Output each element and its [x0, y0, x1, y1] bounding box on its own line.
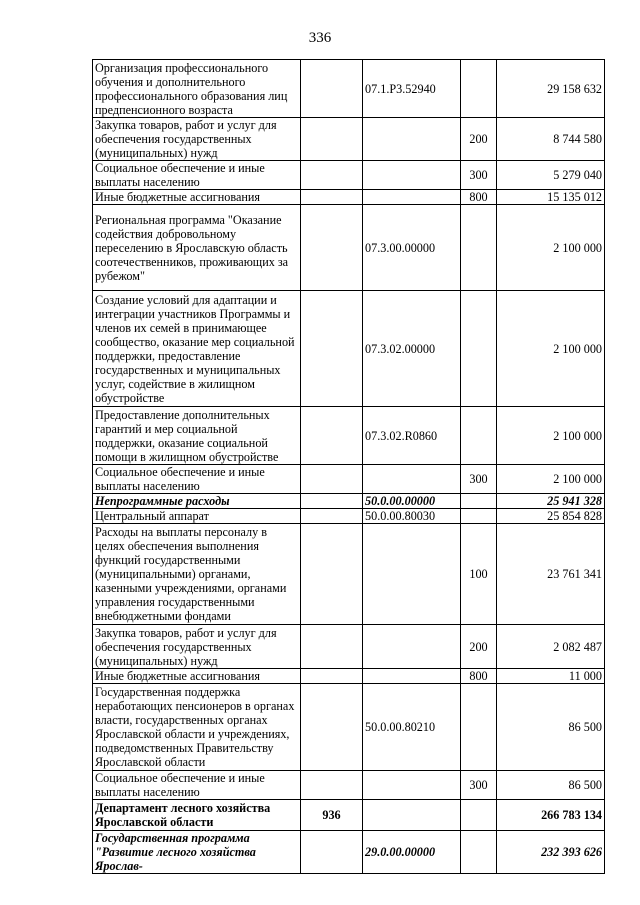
department-code-cell — [301, 291, 363, 407]
amount-cell: 2 100 000 — [497, 465, 605, 494]
target-article-code-cell: 07.1.P3.52940 — [363, 60, 461, 118]
amount-cell: 15 135 012 — [497, 190, 605, 205]
expense-name-cell: Социальное обеспечение и иные выплаты населению — [93, 465, 301, 494]
table-row — [93, 465, 605, 494]
expense-type-cell: 100 — [461, 524, 497, 625]
target-article-code-cell: 50.0.00.00000 — [363, 494, 461, 509]
target-article-code-cell — [363, 771, 461, 800]
amount-cell: 232 393 626 — [497, 831, 605, 874]
target-article-code-cell — [363, 524, 461, 625]
amount-cell: 11 000 — [497, 669, 605, 684]
expense-type-cell: 300 — [461, 771, 497, 800]
table-row — [93, 669, 605, 684]
table-row — [93, 205, 605, 291]
target-article-code-cell — [363, 118, 461, 161]
expense-type-cell: 300 — [461, 465, 497, 494]
amount-cell: 23 761 341 — [497, 524, 605, 625]
expense-type-cell: 200 — [461, 118, 497, 161]
department-code-cell — [301, 407, 363, 465]
table-row — [93, 625, 605, 669]
department-code-cell — [301, 684, 363, 771]
department-code-cell — [301, 161, 363, 190]
department-code-cell — [301, 60, 363, 118]
department-code-cell — [301, 625, 363, 669]
target-article-code-cell: 07.3.02.00000 — [363, 291, 461, 407]
department-code-cell — [301, 118, 363, 161]
table-row — [93, 161, 605, 190]
table-row — [93, 684, 605, 771]
expense-type-cell — [461, 509, 497, 524]
table-row — [93, 407, 605, 465]
department-code-cell — [301, 669, 363, 684]
department-code-cell — [301, 190, 363, 205]
target-article-code-cell — [363, 161, 461, 190]
expense-name-cell: Закупка товаров, работ и услуг для обеспечения государственных (муниципальных) нужд — [93, 625, 301, 669]
table-row — [93, 771, 605, 800]
department-code-cell — [301, 509, 363, 524]
expense-name-cell: Расходы на выплаты персоналу в целях обеспечения выполнения функций государственными (муниципальными) органами, казенными учреждениями, органами управления государственными внебюджетными фондами — [93, 524, 301, 625]
expense-name-cell: Социальное обеспечение и иные выплаты населению — [93, 161, 301, 190]
expense-name-cell: Закупка товаров, работ и услуг для обеспечения государственных (муниципальных) нужд — [93, 118, 301, 161]
target-article-code-cell: 29.0.00.00000 — [363, 831, 461, 874]
amount-cell: 2 082 487 — [497, 625, 605, 669]
expense-name-cell: Организация профессионального обучения и дополнительного профессионального образования лиц предпенсионного возраста — [93, 60, 301, 118]
expense-type-cell: 300 — [461, 161, 497, 190]
amount-cell: 29 158 632 — [497, 60, 605, 118]
expense-type-cell — [461, 60, 497, 118]
expense-name-cell: Иные бюджетные ассигнования — [93, 669, 301, 684]
target-article-code-cell — [363, 669, 461, 684]
expense-name-cell: Департамент лесного хозяйства Ярославской области — [93, 800, 301, 831]
target-article-code-cell — [363, 190, 461, 205]
amount-cell: 2 100 000 — [497, 291, 605, 407]
table-row — [93, 118, 605, 161]
amount-cell: 5 279 040 — [497, 161, 605, 190]
department-code-cell: 936 — [301, 800, 363, 831]
target-article-code-cell: 07.3.00.00000 — [363, 205, 461, 291]
expense-name-cell: Непрограммные расходы — [93, 494, 301, 509]
department-code-cell — [301, 494, 363, 509]
table-row — [93, 509, 605, 524]
expense-type-cell — [461, 684, 497, 771]
expense-type-cell — [461, 291, 497, 407]
department-code-cell — [301, 465, 363, 494]
department-code-cell — [301, 205, 363, 291]
table-row — [93, 190, 605, 205]
target-article-code-cell — [363, 800, 461, 831]
expense-type-cell: 200 — [461, 625, 497, 669]
amount-cell: 25 854 828 — [497, 509, 605, 524]
target-article-code-cell: 50.0.00.80030 — [363, 509, 461, 524]
expense-name-cell: Региональная программа "Оказание содействия добровольному переселению в Ярославскую область соотечественников, проживающих за рубежом" — [93, 205, 301, 291]
expense-name-cell: Социальное обеспечение и иные выплаты населению — [93, 771, 301, 800]
amount-cell: 2 100 000 — [497, 407, 605, 465]
expense-type-cell — [461, 494, 497, 509]
page-number: 336 — [308, 30, 332, 46]
expense-type-cell — [461, 831, 497, 874]
table-row — [93, 831, 605, 874]
table-row — [93, 291, 605, 407]
target-article-code-cell — [363, 465, 461, 494]
expense-type-cell: 800 — [461, 669, 497, 684]
target-article-code-cell: 50.0.00.80210 — [363, 684, 461, 771]
expense-name-cell: Иные бюджетные ассигнования — [93, 190, 301, 205]
amount-cell: 8 744 580 — [497, 118, 605, 161]
amount-cell: 86 500 — [497, 684, 605, 771]
table-row — [93, 800, 605, 831]
department-code-cell — [301, 524, 363, 625]
amount-cell: 25 941 328 — [497, 494, 605, 509]
budget-table — [92, 59, 605, 874]
amount-cell: 86 500 — [497, 771, 605, 800]
target-article-code-cell: 07.3.02.R0860 — [363, 407, 461, 465]
expense-name-cell: Предоставление дополнительных гарантий и мер социальной поддержки, оказание социальной помощи в жилищном обустройстве — [93, 407, 301, 465]
expense-type-cell — [461, 800, 497, 831]
amount-cell: 266 783 134 — [497, 800, 605, 831]
expense-type-cell — [461, 407, 497, 465]
target-article-code-cell — [363, 625, 461, 669]
expense-type-cell: 800 — [461, 190, 497, 205]
table-row — [93, 60, 605, 118]
department-code-cell — [301, 771, 363, 800]
expense-name-cell: Центральный аппарат — [93, 509, 301, 524]
expense-name-cell: Государственная программа "Развитие лесного хозяйства Ярослав- — [93, 831, 301, 874]
table-row — [93, 524, 605, 625]
expense-type-cell — [461, 205, 497, 291]
expense-name-cell: Создание условий для адаптации и интеграции участников Программы и членов их семей в принимающее сообщество, оказание мер социальной поддержки, предоставление государственных и муниципальных услуг, содействие в жилищном обустройстве — [93, 291, 301, 407]
department-code-cell — [301, 831, 363, 874]
table-row — [93, 494, 605, 509]
expense-name-cell: Государственная поддержка неработающих пенсионеров в органах власти, государственных органах Ярославской области и учреждениях, подведомственных Правительству Ярославской области — [93, 684, 301, 771]
amount-cell: 2 100 000 — [497, 205, 605, 291]
